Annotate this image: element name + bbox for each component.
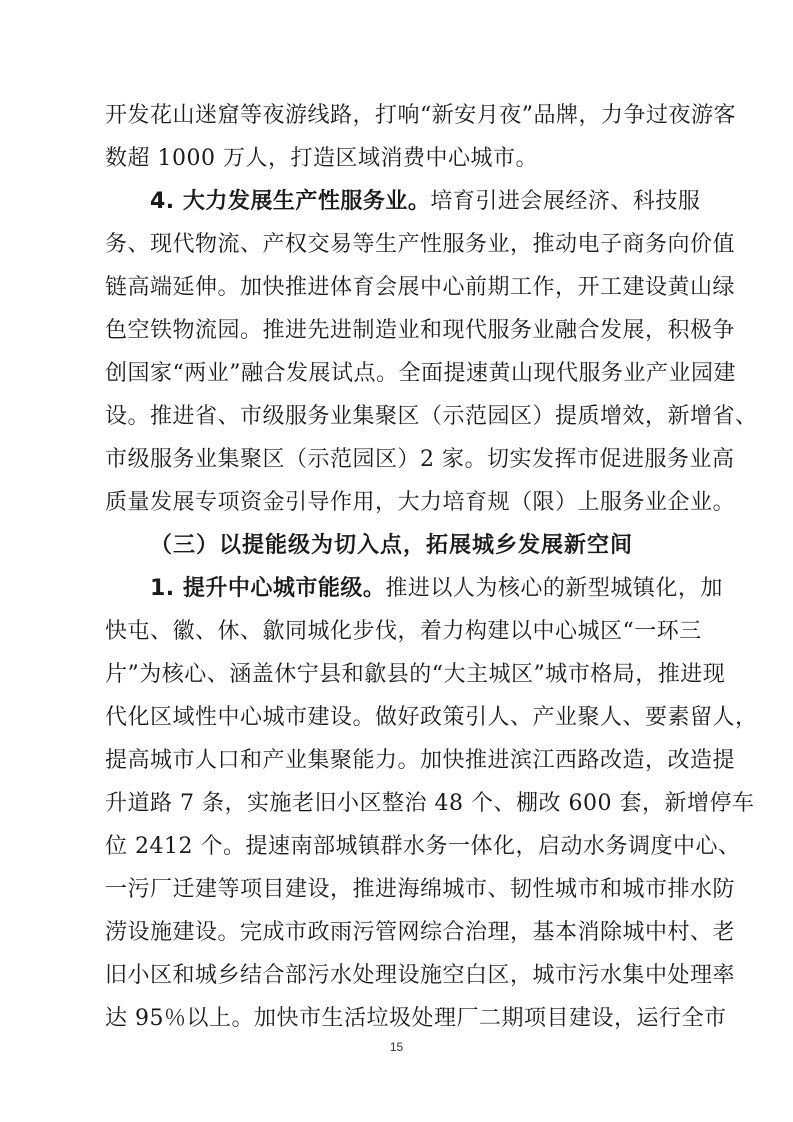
text-line: 链高端延伸。加快推进体育会展中心前期工作，开工建设黄山绿 bbox=[105, 275, 736, 300]
paragraph-1-title: 1. 提升中心城市能级。 bbox=[150, 576, 386, 601]
paragraph-4-first-line bbox=[150, 182, 701, 222]
text-line: 数超 1000 万人，打造区域消费中心城市。 bbox=[105, 146, 538, 171]
text-line: 提高城市人口和产业集聚能力。加快推进滨江西路改造，改造提 bbox=[105, 748, 736, 773]
text-line: 达 95％以上。加快市生活垃圾处理厂二期项目建设，运行全市 bbox=[105, 1006, 727, 1031]
text-line: 旧小区和城乡结合部污水处理设施空白区，城市污水集中处理率 bbox=[105, 963, 736, 988]
text-line: 位 2412 个。提速南部城镇群水务一体化，启动水务调度中心、 bbox=[105, 834, 741, 859]
text-line: 开发花山迷窟等夜游线路，打响“新安月夜”品牌，力争过夜游客 bbox=[105, 103, 736, 128]
paragraph-1-first-line bbox=[150, 569, 723, 609]
page-number: 15 bbox=[389, 1040, 404, 1054]
text-line: 创国家“两业”融合发展试点。全面提速黄山现代服务业产业园建 bbox=[105, 361, 736, 386]
text-line: 片”为核心、涵盖休宁县和歙县的“大主城区”城市格局，推进现 bbox=[105, 662, 726, 687]
text-line: 涝设施建设。完成市政雨污管网综合治理，基本消除城中村、老 bbox=[105, 920, 736, 945]
text-line: 升道路 7 条，实施老旧小区整治 48 个、棚改 600 套，新增停车 bbox=[105, 791, 755, 816]
text-line: 设。推进省、市级服务业集聚区（示范园区）提质增效，新增省、 bbox=[105, 404, 758, 429]
text-fragment: 推进以人为核心的新型城镇化，加 bbox=[385, 576, 723, 601]
text-line: 色空铁物流园。推进先进制造业和现代服务业融合发展，积极争 bbox=[105, 318, 736, 343]
text-fragment: 培育引进会展经济、科技服 bbox=[430, 189, 701, 214]
section-heading: （三）以提能级为切入点，拓展城乡发展新空间 bbox=[150, 533, 634, 558]
paragraph-4-title: 4. 大力发展生产性服务业。 bbox=[150, 189, 431, 214]
text-line: 市级服务业集聚区（示范园区）2 家。切实发挥市促进服务业高 bbox=[105, 447, 735, 472]
text-line: 代化区域性中心城市建设。做好政策引人、产业聚人、要素留人， bbox=[105, 705, 758, 730]
text-line: 务、现代物流、产权交易等生产性服务业，推动电子商务向价值 bbox=[105, 232, 736, 257]
text-line: 质量发展专项资金引导作用，大力培育规（限）上服务业企业。 bbox=[105, 490, 736, 515]
text-line: 一污厂迁建等项目建设，推进海绵城市、韧性城市和城市排水防 bbox=[105, 877, 736, 902]
text-line: 快屯、徽、休、歙同城化步伐，着力构建以中心城区“一环三 bbox=[105, 619, 702, 644]
